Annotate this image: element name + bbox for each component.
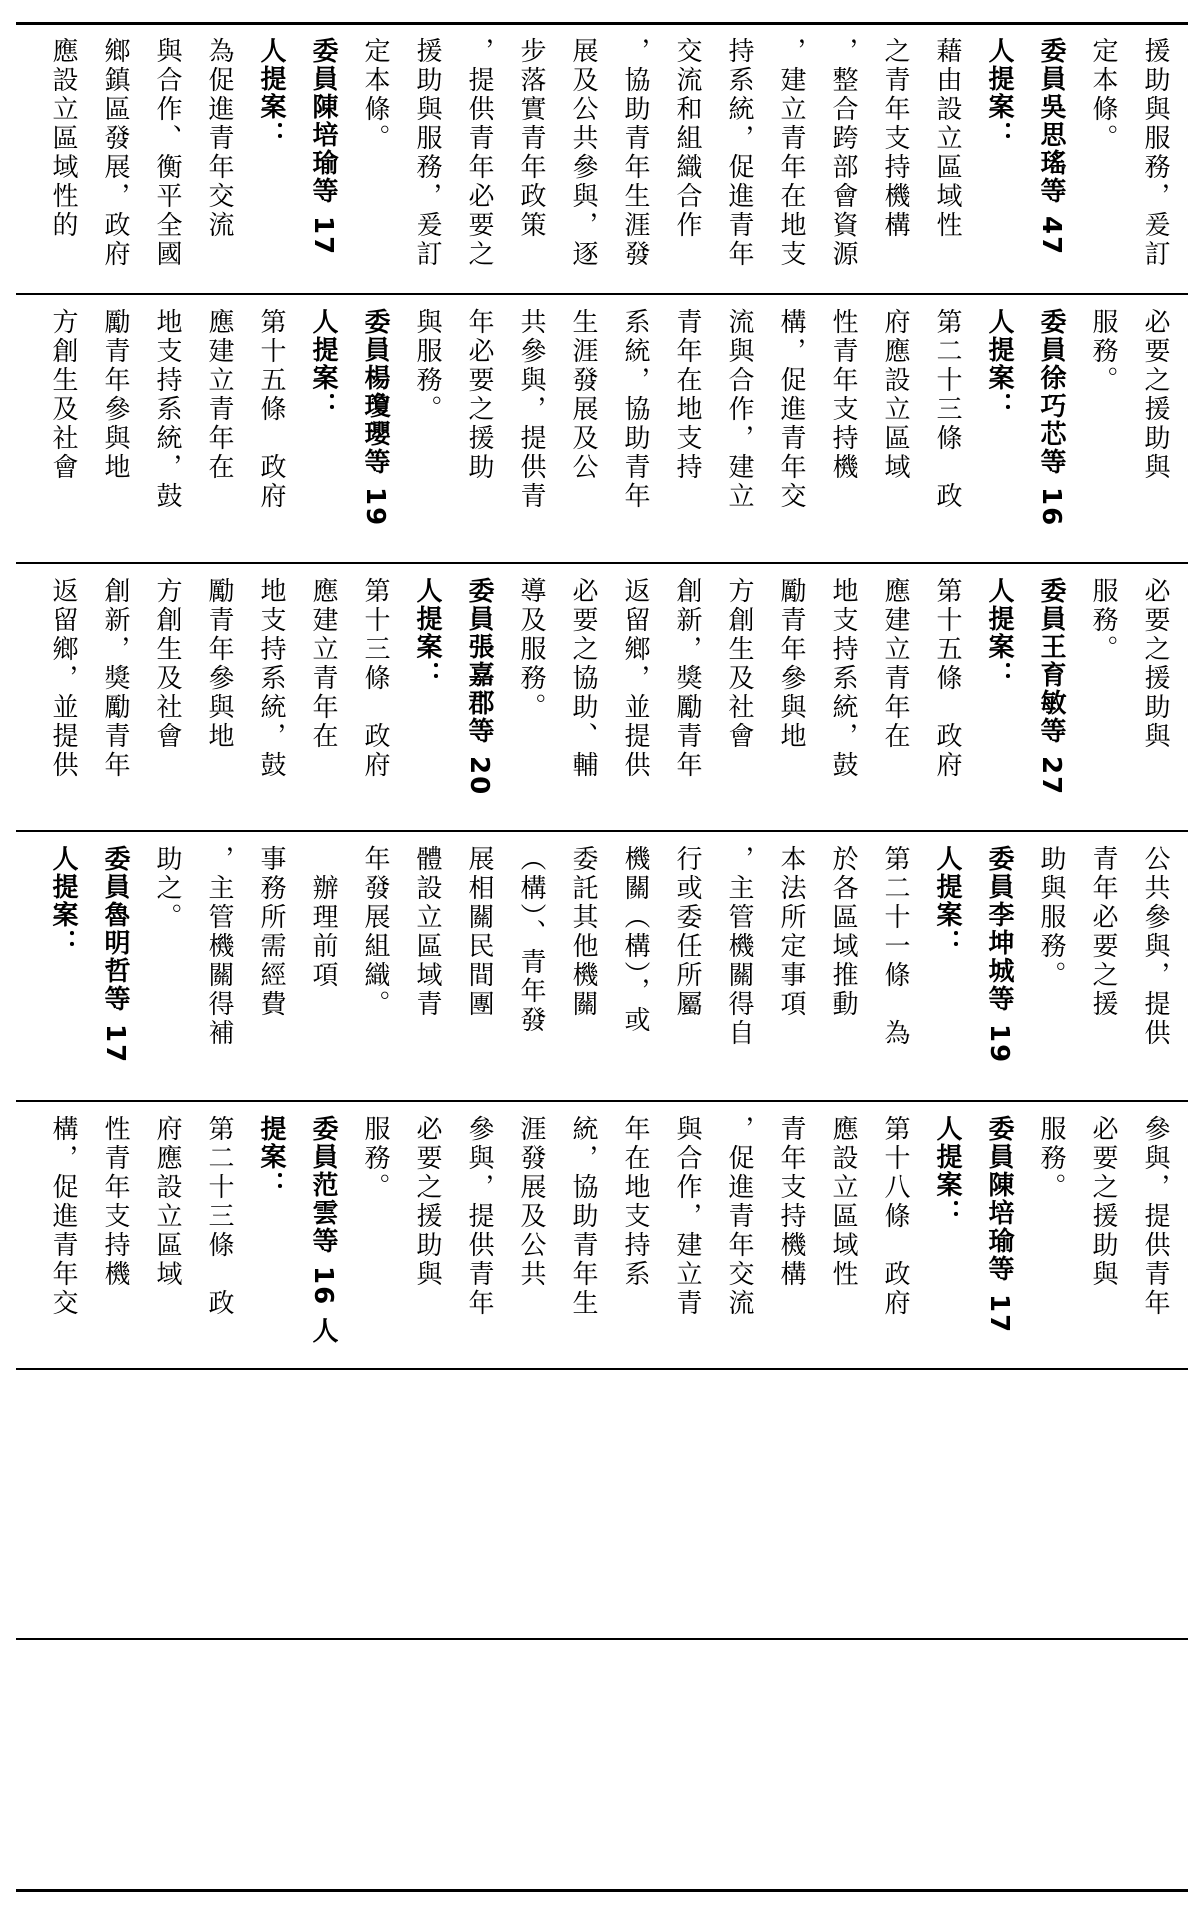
text-column: 創新，獎勵青年 (672, 577, 702, 780)
text-column: 地支持系統，鼓 (256, 577, 286, 780)
text-column: 系統，協助青年 (620, 308, 650, 511)
text-column: 應建立青年在 (204, 308, 234, 482)
text-column: 地支持系統，鼓 (152, 308, 182, 511)
text-column: 方創生及社會 (724, 577, 754, 751)
proposer-heading: 人提案： (984, 308, 1014, 420)
text-column: 展相關民間團 (464, 845, 494, 1019)
proposer-heading: 人提案： (48, 845, 78, 957)
text-column: 辦理前項 (308, 845, 338, 990)
text-column: 應設立區域性的 (48, 37, 78, 240)
text-column: 委託其他機關 (568, 845, 598, 1019)
text-column: 勵青年參與地 (204, 577, 234, 751)
proposer-heading: 人提案： (932, 845, 962, 957)
text-column: 必要之協助、輔 (568, 577, 598, 780)
proposer-heading: 人提案： (308, 308, 338, 420)
text-column: 與合作、衡平全國 (152, 37, 182, 269)
text-column: 第十五條 政府 (256, 308, 286, 511)
text-column: 第十三條 政府 (360, 577, 390, 780)
text-column: 構，促進青年交 (776, 308, 806, 511)
text-column: 第十五條 政府 (932, 577, 962, 780)
text-column: 援助與服務，爰訂 (412, 37, 442, 269)
text-column: 第二十三條 政 (204, 1115, 234, 1318)
row-divider (16, 1100, 1188, 1102)
text-column: 府應設立區域 (152, 1115, 182, 1289)
proposer-heading: 委員楊瓊瓔等 19 (360, 308, 390, 528)
proposer-heading: 委員張嘉郡等 20 (464, 577, 494, 797)
proposer-heading: 人提案： (412, 577, 442, 689)
proposer-heading: 人提案： (984, 37, 1014, 149)
text-column: 公共參與，提供 (1140, 845, 1170, 1048)
text-column: 藉由設立區域性 (932, 37, 962, 240)
text-column: 統，協助青年生 (568, 1115, 598, 1318)
text-column: 鄉鎮區發展，政府 (100, 37, 130, 269)
text-column: 交流和組織合作 (672, 37, 702, 240)
proposer-heading: 委員徐巧芯等 16 (1036, 308, 1066, 528)
text-column: 導及服務。 (516, 577, 546, 722)
text-column: 應設立區域性 (828, 1115, 858, 1289)
text-column: 第二十一條 為 (880, 845, 910, 1048)
text-column: 展及公共參與，逐 (568, 37, 598, 269)
text-column: 勵青年參與地 (776, 577, 806, 751)
text-column: 府應設立區域 (880, 308, 910, 482)
text-column: 構，促進青年交 (48, 1115, 78, 1318)
row-divider (16, 562, 1188, 564)
text-column: 服務。 (1036, 1115, 1066, 1202)
text-column: ，促進青年交流 (724, 1115, 754, 1318)
text-column: 青年必要之援 (1088, 845, 1118, 1019)
proposer-heading: 人提案： (256, 37, 286, 149)
text-column: 參與，提供青年 (464, 1115, 494, 1318)
content-row (16, 296, 1188, 562)
content-row (16, 1103, 1188, 1368)
text-column: 返留鄉，並提供 (620, 577, 650, 780)
proposer-heading: 委員李坤城等 19 (984, 845, 1014, 1065)
proposer-heading: 人提案： (932, 1115, 962, 1227)
text-column: 應建立青年在 (880, 577, 910, 751)
content-row (16, 1641, 1188, 1889)
text-column: （構）、青年發 (516, 845, 546, 1035)
text-column: 於各區域推動 (828, 845, 858, 1019)
text-column: 助與服務。 (1036, 845, 1066, 990)
content-row (16, 1371, 1188, 1638)
proposer-heading: 委員陳培瑜等 17 (308, 37, 338, 257)
text-column: 青年在地支持 (672, 308, 702, 482)
text-column: 服務。 (1088, 308, 1118, 395)
text-column: 步落實青年政策 (516, 37, 546, 240)
text-column: 第二十三條 政 (932, 308, 962, 511)
text-column: 必要之援助與 (1140, 308, 1170, 482)
text-column: 與服務。 (412, 308, 442, 424)
text-column: 服務。 (1088, 577, 1118, 664)
proposer-heading: 人提案： (984, 577, 1014, 689)
text-column: 定本條。 (1088, 37, 1118, 153)
text-column: 定本條。 (360, 37, 390, 153)
text-column: 本法所定事項 (776, 845, 806, 1019)
bottom-rule (16, 1889, 1188, 1892)
text-column: 性青年支持機 (828, 308, 858, 482)
text-column: 年發展組織。 (360, 845, 390, 1019)
text-column: 體設立區域青 (412, 845, 442, 1019)
text-column: 第十八條 政府 (880, 1115, 910, 1318)
text-column: ，主管機關得補 (204, 845, 234, 1048)
text-column: 參與，提供青年 (1140, 1115, 1170, 1318)
proposer-heading: 提案： (256, 1115, 286, 1199)
text-column: 與合作，建立青 (672, 1115, 702, 1318)
proposer-heading: 委員范雲等 16 人 (308, 1115, 338, 1346)
proposer-heading: 委員魯明哲等 17 (100, 845, 130, 1065)
text-column: 勵青年參與地 (100, 308, 130, 482)
text-column: 創新，獎勵青年 (100, 577, 130, 780)
text-column: ，主管機關得自 (724, 845, 754, 1048)
text-column: 機關（構），或 (620, 845, 650, 1035)
proposer-heading: 委員吳思瑤等 47 (1036, 37, 1066, 257)
text-column: 援助與服務，爰訂 (1140, 37, 1170, 269)
text-column: 地支持系統，鼓 (828, 577, 858, 780)
row-divider (16, 830, 1188, 832)
text-column: 必要之援助與 (1140, 577, 1170, 751)
text-column: 行或委任所屬 (672, 845, 702, 1019)
proposer-heading: 委員陳培瑜等 17 (984, 1115, 1014, 1335)
content-row (16, 833, 1188, 1100)
text-column: ，協助青年生涯發 (620, 37, 650, 269)
text-column: 之青年支持機構 (880, 37, 910, 240)
text-column: 事務所需經費 (256, 845, 286, 1019)
text-column: 共參與，提供青 (516, 308, 546, 511)
text-column: 返留鄉，並提供 (48, 577, 78, 780)
text-column: 必要之援助與 (412, 1115, 442, 1289)
text-column: 必要之援助與 (1088, 1115, 1118, 1289)
text-column: 助之。 (152, 845, 182, 932)
text-column: 年在地支持系 (620, 1115, 650, 1289)
text-column: 生涯發展及公 (568, 308, 598, 482)
row-divider (16, 1638, 1188, 1640)
text-column: 方創生及社會 (48, 308, 78, 482)
text-column: 應建立青年在 (308, 577, 338, 751)
text-column: ，提供青年必要之 (464, 37, 494, 269)
text-column: 為促進青年交流 (204, 37, 234, 240)
content-row (16, 565, 1188, 830)
text-column: ，整合跨部會資源 (828, 37, 858, 269)
text-column: 涯發展及公共 (516, 1115, 546, 1289)
row-divider (16, 1368, 1188, 1370)
proposer-heading: 委員王育敏等 27 (1036, 577, 1066, 797)
text-column: 青年支持機構 (776, 1115, 806, 1289)
text-column: 方創生及社會 (152, 577, 182, 751)
text-column: 年必要之援助 (464, 308, 494, 482)
text-column: 持系統，促進青年 (724, 37, 754, 269)
content-row (16, 25, 1188, 293)
text-column: 服務。 (360, 1115, 390, 1202)
text-column: 性青年支持機 (100, 1115, 130, 1289)
row-divider (16, 293, 1188, 295)
text-column: 流與合作，建立 (724, 308, 754, 511)
text-column: ，建立青年在地支 (776, 37, 806, 269)
